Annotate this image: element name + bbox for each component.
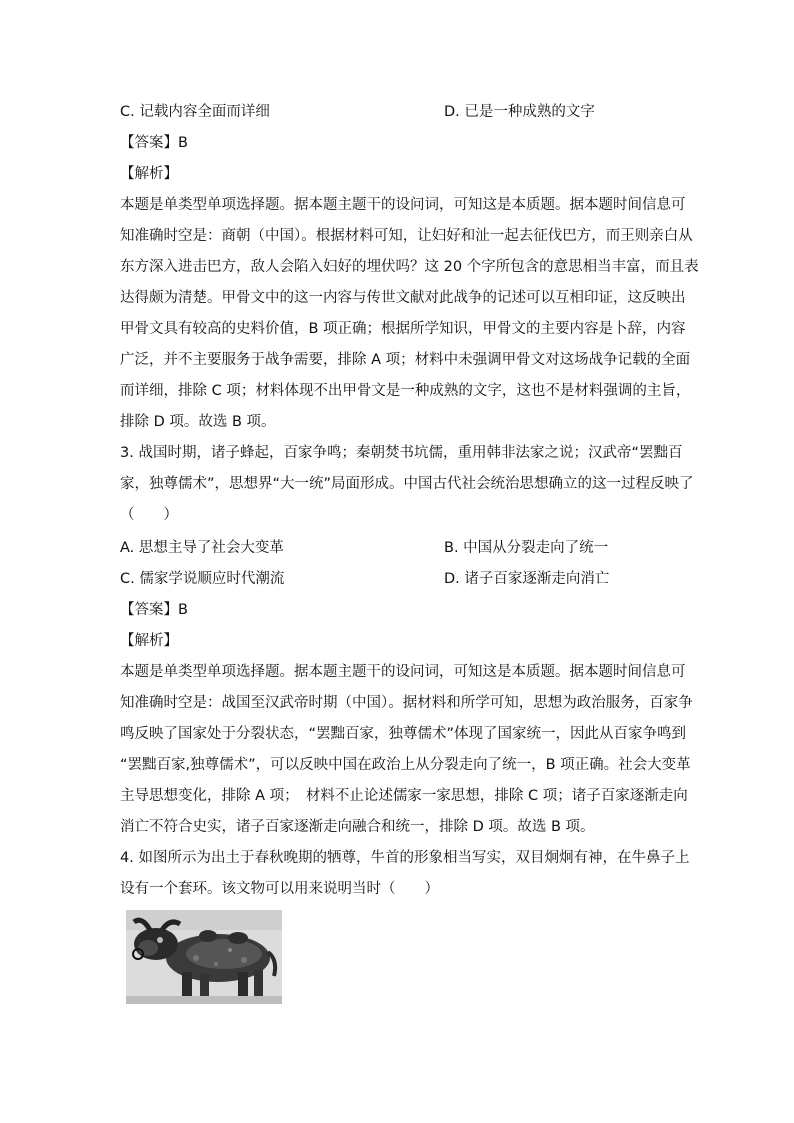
q3-analysis-title: 【解析】 — [120, 633, 178, 649]
q2-analysis-line: 甲骨文具有较高的史料价值，B 项正确；根据所学知识，甲骨文的主要内容是卜辞，内容 — [120, 321, 686, 337]
q2-analysis-line: 广泛，并不主要服务于战争需要，排除 A 项；材料中未强调甲骨文对这场战争记载的全面 — [120, 352, 691, 368]
q3-option-d: D. 诸子百家逐渐走向消亡 — [444, 571, 610, 587]
ox-vessel-illustration — [126, 910, 282, 1004]
q3-analysis-line: 知准确时空是：战国至汉武帝时期（中国）。据材料和所学可知，思想为政治服务，百家争 — [120, 695, 693, 711]
ox-zun-bronze-photo — [126, 910, 282, 1004]
q4-stem-line: 4. 如图所示为出土于春秋晚期的牺尊，牛首的形象相当写实，双目炯炯有神，在牛鼻子上 — [120, 850, 690, 866]
q2-analysis-line: 东方深入进击巴方，敌人会陷入妇好的埋伏吗？这 20 个字所包含的意思相当丰富，而且表 — [120, 259, 699, 275]
q2-analysis-line: 排除 D 项。故选 B 项。 — [120, 414, 276, 430]
q3-stem-line: 3. 战国时期，诸子蜂起，百家争鸣；秦朝焚书坑儒，重用韩非法家之说；汉武帝“罢黜百 — [120, 445, 683, 461]
q2-analysis-line: 本题是单类型单项选择题。据本题主题干的设问词，可知这是本质题。据本题时间信息可 — [120, 197, 686, 213]
q3-analysis-line: 主导思想变化，排除 A 项； 材料不止论述儒家一家思想，排除 C 项；诸子百家逐渐走向 — [120, 788, 688, 804]
q3-stem-line: （ ） — [120, 507, 178, 523]
q4-stem-line: 设有一个套环。该文物可以用来说明当时（ ） — [120, 881, 439, 897]
q2-analysis-title: 【解析】 — [120, 166, 178, 182]
q3-answer: 【答案】B — [120, 602, 188, 618]
q2-analysis-line: 知准确时空是：商朝（中国）。根据材料可知，让妇好和沚一起去征伐巴方，而王则亲白从 — [120, 228, 693, 244]
q3-option-b: B. 中国从分裂走向了统一 — [444, 540, 609, 556]
q3-analysis-line: 消亡不符合史实，诸子百家逐渐走向融合和统一，排除 D 项。故选 B 项。 — [120, 819, 595, 835]
q2-option-c: C. 记载内容全面而详细 — [120, 104, 270, 120]
q2-analysis-line: 达得颇为清楚。甲骨文中的这一内容与传世文献对此战争的记述可以互相印证，这反映出 — [120, 290, 686, 306]
q3-analysis-line: “罢黜百家,独尊儒术”，可以反映中国在政治上从分裂走向了统一，B 项正确。社会大变革 — [120, 757, 691, 773]
q3-option-a: A. 思想主导了社会大变革 — [120, 540, 284, 556]
q3-analysis-line: 鸣反映了国家处于分裂状态，“罢黜百家，独尊儒术”体现了国家统一，因此从百家争鸣到 — [120, 726, 687, 742]
q2-answer: 【答案】B — [120, 135, 188, 151]
q3-option-c: C. 儒家学说顺应时代潮流 — [120, 571, 285, 587]
q2-option-d: D. 已是一种成熟的文字 — [444, 104, 595, 120]
q2-analysis-line: 而详细，排除 C 项；材料体现不出甲骨文是一种成熟的文字，这也不是材料强调的主旨， — [120, 383, 691, 399]
q3-analysis-line: 本题是单类型单项选择题。据本题主题干的设问词，可知这是本质题。据本题时间信息可 — [120, 664, 686, 680]
q3-stem-line: 家，独尊儒术”，思想界“大一统”局面形成。中国古代社会统治思想确立的这一过程反映了 — [120, 476, 694, 492]
